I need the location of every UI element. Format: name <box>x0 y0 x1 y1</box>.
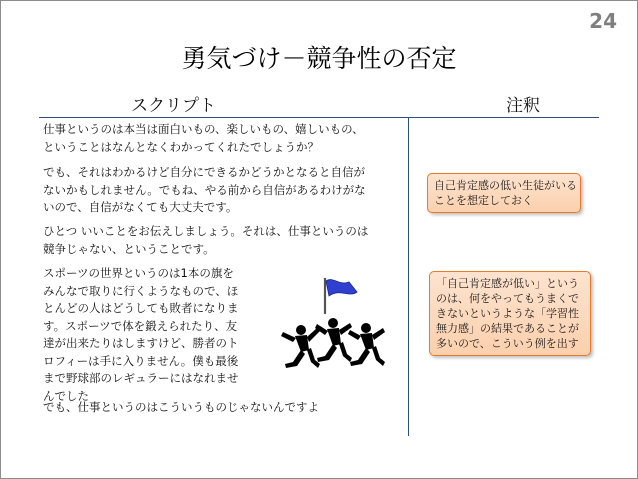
runner-icon <box>348 323 385 366</box>
script-paragraph: 仕事というのは本当は面白いもの、楽しいもの、嬉しいもの、 ということはなんとなくわかってくれたでしょうか？ <box>43 122 364 154</box>
runner-icon <box>281 325 320 368</box>
script-column-header: スクリプト <box>131 96 216 116</box>
notes-column-header: 注釈 <box>506 96 540 116</box>
runner-icon <box>315 318 352 362</box>
race-illustration <box>271 276 401 376</box>
page-number: 24 <box>589 9 617 33</box>
header-divider <box>39 117 599 118</box>
script-paragraph: でも、仕事というのはこういうものじゃないんですよ <box>43 400 319 414</box>
script-paragraph: でも、それはわかるけど自分にできるかどうかとなると自信が ないかもしれません。でもね、やる前から自信があるわけがな いので、自信がなくても大丈夫です。 <box>43 165 366 214</box>
column-divider <box>408 118 409 436</box>
annotation-callout: 「自己肯定感が低い」という のは、何をやってもうまくで きないというような「学習性 無力感」の結果であることが 多いので、こういう例を出す <box>429 271 591 356</box>
flag-icon <box>325 278 357 314</box>
script-paragraph: ひとつ いいことをお伝えしましょう。それは、仕事というのは 競争じゃない、ということです。 <box>43 224 369 256</box>
script-paragraph: スポーツの世界というのは1本の旗を みんなで取りに行くようなもので、ほ とんどの人はどうしても敗者になりま す。スポーツで体を鍛えられたり、友 達が出来たりはしますけど、勝者のト ロフィーは手に入りません。僕も最後 まで野球部のレギュラーにはなれませ んでした <box>43 266 239 403</box>
slide-title: 勇気づけ－競争性の否定 <box>181 44 457 73</box>
annotation-callout: 自己肯定感の低い生徒がいる ことを想定しておく <box>427 173 581 213</box>
